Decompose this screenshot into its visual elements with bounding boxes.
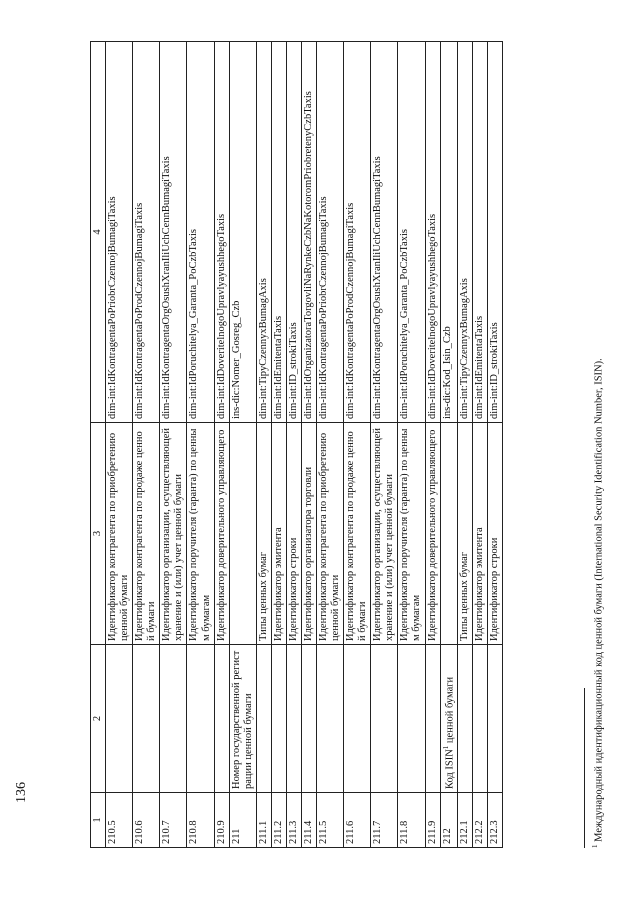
row-code-cell: dim-int:IdKontragentaOrgOsushXranIliUchCennBumagiTaxis	[160, 42, 187, 423]
table-row	[398, 42, 425, 848]
row-number-cell: 212.2	[473, 793, 488, 848]
row-number-cell: 212	[440, 793, 458, 848]
cell-text: ценной бумаги	[444, 676, 456, 746]
row-description-cell	[440, 423, 458, 645]
footnote-ref: 1	[441, 745, 450, 750]
row-code-cell: dim-int:IdKontragentaPoProdCzennojBumagiTaxis	[344, 42, 371, 423]
row-description-cell: Идентификатор доверительного управляющего	[425, 423, 440, 645]
table-row	[256, 42, 271, 848]
row-number-cell: 212.3	[488, 793, 503, 848]
table-header-row	[91, 42, 106, 848]
column-header: 4	[91, 42, 106, 423]
row-name-cell	[488, 645, 503, 793]
row-name-cell	[398, 645, 425, 793]
row-name-cell	[133, 645, 160, 793]
table-row	[458, 42, 473, 848]
row-name-cell: Номер государственной регистрации ценной бумаги	[229, 645, 256, 793]
row-number-cell: 211.4	[301, 793, 316, 848]
row-description-cell: Идентификатор организатора торговли	[301, 423, 316, 645]
column-header: 3	[91, 423, 106, 645]
table-row	[214, 42, 229, 848]
table-row	[133, 42, 160, 848]
footnote	[591, 358, 605, 848]
row-name-cell	[473, 645, 488, 793]
row-description-cell: Идентификатор контрагента по приобретению ценной бумаги	[317, 423, 344, 645]
row-description-cell: Идентификатор строки	[488, 423, 503, 645]
table-row	[317, 42, 344, 848]
row-description-cell: Идентификатор поручителя (гаранта) по ценным бумагам	[187, 423, 214, 645]
row-code-cell: ins-dic:Kod_Isin_Czb	[440, 42, 458, 423]
row-number-cell: 210.5	[106, 793, 133, 848]
row-code-cell: dim-int:IdKontragentaPoPriobrCzennojBumagiTaxis	[317, 42, 344, 423]
row-name-cell	[214, 645, 229, 793]
row-name-cell	[160, 645, 187, 793]
row-number-cell: 212.1	[458, 793, 473, 848]
row-number-cell: 211.6	[344, 793, 371, 848]
row-code-cell: dim-int:IdDoveritelnogoUpravlyayushhegoTaxis	[425, 42, 440, 423]
row-number-cell: 211.2	[271, 793, 286, 848]
row-code-cell: dim-int:ID_strokiTaxis	[286, 42, 301, 423]
row-description-cell: Идентификатор контрагента по продаже ценной бумаги	[344, 423, 371, 645]
row-code-cell: dim-int:IdOrganizatoraTorgovliNaRynkeCzbNaKotoromPriobretenyCzbTaxis	[301, 42, 316, 423]
row-number-cell: 211.7	[371, 793, 398, 848]
row-description-cell: Идентификатор организации, осуществляющей хранение и (или) учет ценной бумаги	[160, 423, 187, 645]
row-name-cell	[271, 645, 286, 793]
row-name-cell	[425, 645, 440, 793]
row-name-cell	[286, 645, 301, 793]
table-row	[344, 42, 371, 848]
row-code-cell: dim-int:IdEmitentaTaxis	[473, 42, 488, 423]
footnote-text: Международный идентификационный код ценной бумаги (International Security Identification Number, ISIN).	[593, 358, 605, 845]
row-name-cell	[187, 645, 214, 793]
row-code-cell: dim-int:IdDoveritelnogoUpravlyayushhegoTaxis	[214, 42, 229, 423]
row-description-cell: Идентификатор эмитента	[271, 423, 286, 645]
row-description-cell: Типы ценных бумаг	[458, 423, 473, 645]
row-name-cell	[440, 645, 458, 793]
table-row	[440, 42, 458, 848]
row-code-cell: dim-int:IdPoruchitelya_Garanta_PoCzbTaxis	[398, 42, 425, 423]
row-name-cell	[301, 645, 316, 793]
row-code-cell: dim-int:IdPoruchitelya_Garanta_PoCzbTaxis	[187, 42, 214, 423]
row-name-cell	[317, 645, 344, 793]
cell-text: Код ISIN	[444, 749, 456, 789]
row-code-cell: dim-int:TipyCzennyxBumagAxis	[256, 42, 271, 423]
row-description-cell: Идентификатор контрагента по продаже ценной бумаги	[133, 423, 160, 645]
page-number: 136	[14, 782, 29, 803]
row-description-cell	[229, 423, 256, 645]
row-number-cell: 211.8	[398, 793, 425, 848]
row-code-cell: dim-int:ID_strokiTaxis	[488, 42, 503, 423]
table-row	[160, 42, 187, 848]
table-row	[271, 42, 286, 848]
column-header: 1	[91, 793, 106, 848]
table-row	[187, 42, 214, 848]
row-description-cell: Идентификатор доверительного управляющего	[214, 423, 229, 645]
row-code-cell: dim-int:IdKontragentaPoProdCzennojBumagiTaxis	[133, 42, 160, 423]
row-name-cell	[458, 645, 473, 793]
row-description-cell: Идентификатор строки	[286, 423, 301, 645]
table-row	[425, 42, 440, 848]
row-number-cell: 210.8	[187, 793, 214, 848]
row-name-cell	[371, 645, 398, 793]
row-number-cell: 211.3	[286, 793, 301, 848]
row-number-cell: 211.5	[317, 793, 344, 848]
table-row	[488, 42, 503, 848]
table-row	[473, 42, 488, 848]
footnote-divider	[584, 688, 585, 848]
row-number-cell: 210.6	[133, 793, 160, 848]
row-description-cell: Идентификатор эмитента	[473, 423, 488, 645]
row-number-cell: 211	[229, 793, 256, 848]
row-code-cell: dim-int:IdKontragentaOrgOsushXranIliUchCennBumagiTaxis	[371, 42, 398, 423]
table-row	[106, 42, 133, 848]
row-code-cell: ins-dic:Nomer_Gosreg_Czb	[229, 42, 256, 423]
table-row	[301, 42, 316, 848]
row-code-cell: dim-int:IdEmitentaTaxis	[271, 42, 286, 423]
table-row	[229, 42, 256, 848]
row-number-cell: 211.1	[256, 793, 271, 848]
row-number-cell: 210.9	[214, 793, 229, 848]
row-name-cell	[106, 645, 133, 793]
row-number-cell: 211.9	[425, 793, 440, 848]
row-description-cell: Идентификатор поручителя (гаранта) по ценным бумагам	[398, 423, 425, 645]
row-description-cell: Идентификатор организации, осуществляющей хранение и (или) учет ценной бумаги	[371, 423, 398, 645]
data-table	[90, 41, 503, 848]
row-code-cell: dim-int:TipyCzennyxBumagAxis	[458, 42, 473, 423]
row-number-cell: 210.7	[160, 793, 187, 848]
row-description-cell: Типы ценных бумаг	[256, 423, 271, 645]
table-row	[286, 42, 301, 848]
row-description-cell: Идентификатор контрагента по приобретению ценной бумаги	[106, 423, 133, 645]
table-row	[371, 42, 398, 848]
row-code-cell: dim-int:IdKontragentaPoPriobrCzennojBumagiTaxis	[106, 42, 133, 423]
table-body	[106, 42, 503, 848]
row-name-cell	[256, 645, 271, 793]
column-header: 2	[91, 645, 106, 793]
row-name-cell	[344, 645, 371, 793]
footnote-mark: 1	[591, 844, 599, 848]
